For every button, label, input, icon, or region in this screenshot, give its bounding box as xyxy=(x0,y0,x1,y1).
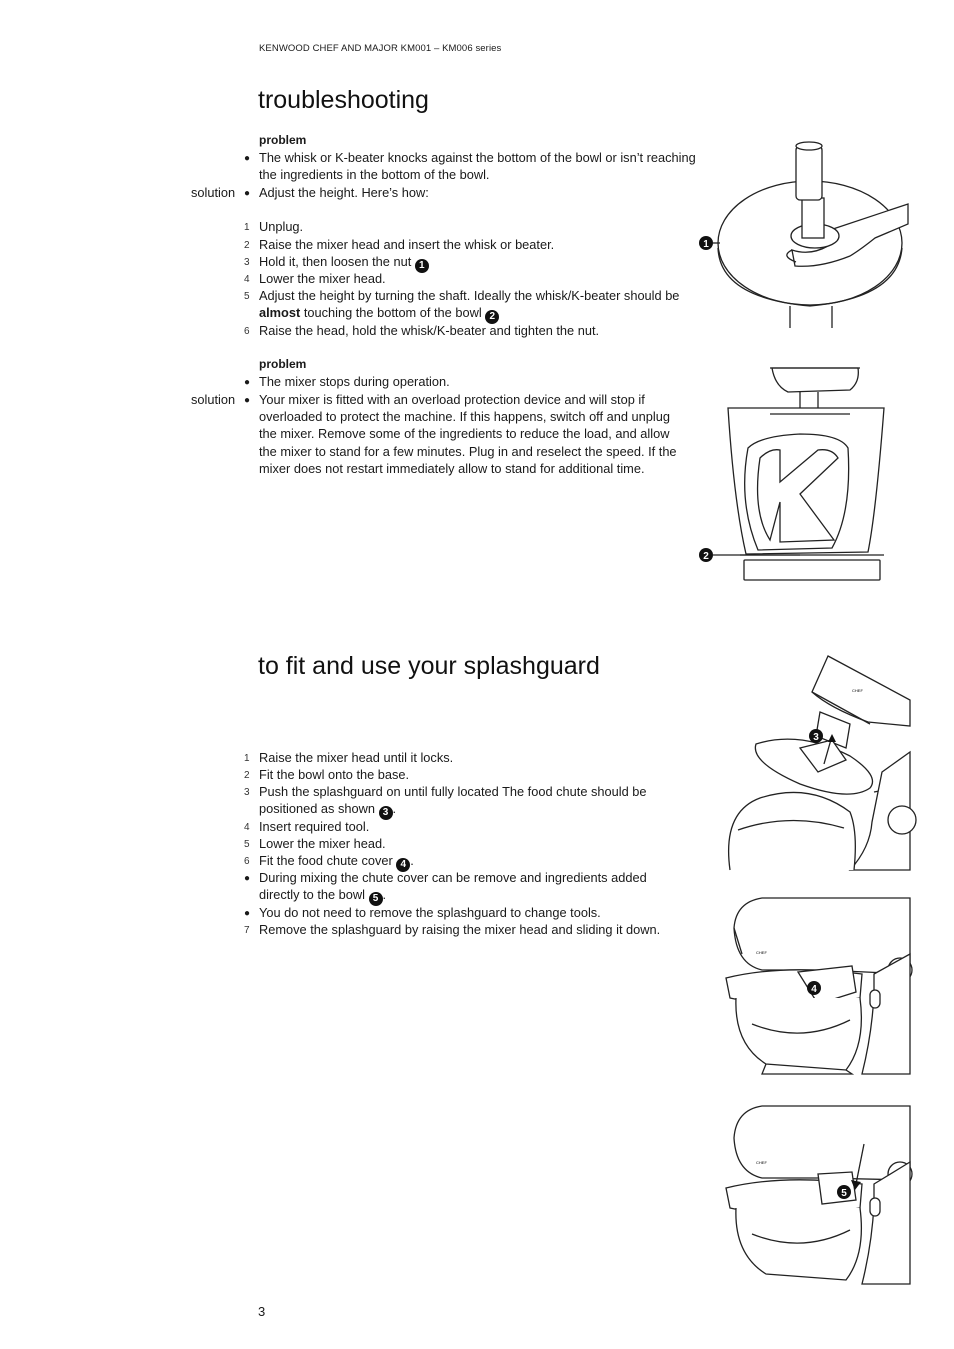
step-number: 6 xyxy=(244,326,250,337)
step-badge: 3 xyxy=(379,806,393,820)
step-marker: 2 xyxy=(244,770,250,781)
fig4-badge: 4 xyxy=(811,984,817,995)
step-number: 3 xyxy=(244,257,250,268)
step-number: 5 xyxy=(244,291,250,302)
step-badge: 5 xyxy=(369,892,383,906)
figure-kbeater-bowl xyxy=(700,362,890,584)
step-badge: 4 xyxy=(396,858,410,872)
fig1-badge: 1 xyxy=(703,239,709,250)
step-marker: 3 xyxy=(244,787,250,798)
page-number: 3 xyxy=(258,1304,266,1319)
figure-fit-splashguard xyxy=(720,652,910,872)
step-marker: 6 xyxy=(244,856,250,867)
problem1-text: The whisk or K-beater knocks against the bottom of the bowl or isn’t reaching the ingredients in the bottom of the bowl. xyxy=(259,150,696,183)
figure-nut-spanner xyxy=(700,138,910,333)
step-text: Insert required tool. xyxy=(259,819,370,834)
step-text: Lower the mixer head. xyxy=(259,271,386,286)
step-text: During mixing the chute cover can be remove and ingredients added directly to the bowl 5 . xyxy=(259,870,647,905)
running-header: KENWOOD CHEF AND MAJOR KM001 – KM006 series xyxy=(259,43,502,54)
fig5-badge: 5 xyxy=(841,1188,847,1199)
step-text: Adjust the height by turning the shaft. Ideally the whisk/K-beater should be almost touching the bottom of the bowl 2 xyxy=(259,288,680,323)
step-marker: 4 xyxy=(244,822,250,833)
step-text: Unplug. xyxy=(259,219,304,234)
step-badge: 2 xyxy=(485,310,499,324)
solution2-text: Your mixer is fitted with an overload protection device and will stop if overloaded to protect the machine. If this happens, switch off and unplug the mixer. Remove some of the ingredients to reduce the load, and allow the mixer to stand for a few minutes. Plug in and reselect the speed. If the mixer does not restart immediately allow to stand for additional time. xyxy=(259,392,677,476)
figure-add-ingredients xyxy=(722,1100,910,1284)
figure-chute-cover xyxy=(722,894,910,1078)
step-text: Raise the mixer head and insert the whisk or beater. xyxy=(259,237,555,252)
step-text: Hold it, then loosen the nut 1 xyxy=(259,253,691,273)
step-marker: ● xyxy=(244,873,251,884)
problem2-text: The mixer stops during operation. xyxy=(259,374,450,389)
solution1-text: Adjust the height. Here’s how: xyxy=(259,185,429,200)
step-marker: 7 xyxy=(244,925,250,936)
step-text: Lower the mixer head. xyxy=(259,836,386,851)
step-text: Fit the bowl onto the base. xyxy=(259,767,410,782)
step-marker: 1 xyxy=(244,753,250,764)
troubleshooting-title: troubleshooting xyxy=(258,86,429,114)
step-number: 2 xyxy=(244,240,250,251)
step-text: You do not need to remove the splashguard to change tools. xyxy=(259,905,601,920)
problem1-label: problem xyxy=(259,133,307,147)
step-marker: 5 xyxy=(244,839,250,850)
solution2-label: solution xyxy=(191,392,236,407)
step-number: 1 xyxy=(244,222,250,233)
splashguard-title: to fit and use your splashguard xyxy=(258,652,600,680)
fig3-chef-label: CHEF xyxy=(852,688,863,693)
step-text: Push the splashguard on until fully located The food chute should be positioned as shown 3 . xyxy=(259,784,647,819)
step-marker: ● xyxy=(244,908,251,919)
step-number: 4 xyxy=(244,274,250,285)
fig4-chef-label: CHEF xyxy=(756,950,767,955)
fig3-badge: 3 xyxy=(813,732,819,743)
step-text: Remove the splashguard by raising the mixer head and sliding it down. xyxy=(259,922,661,937)
fig2-badge: 2 xyxy=(703,551,709,562)
fig5-chef-label: CHEF xyxy=(756,1160,767,1165)
step-text: Raise the head, hold the whisk/K-beater and tighten the nut. xyxy=(259,323,600,338)
step-text: Fit the food chute cover 4 . xyxy=(259,853,414,870)
step-badge: 1 xyxy=(415,259,429,273)
solution1-label: solution xyxy=(191,185,236,200)
problem2-label: problem xyxy=(259,357,307,371)
step-text: Raise the mixer head until it locks. xyxy=(259,750,454,765)
emphasis-almost: almost xyxy=(259,305,301,321)
